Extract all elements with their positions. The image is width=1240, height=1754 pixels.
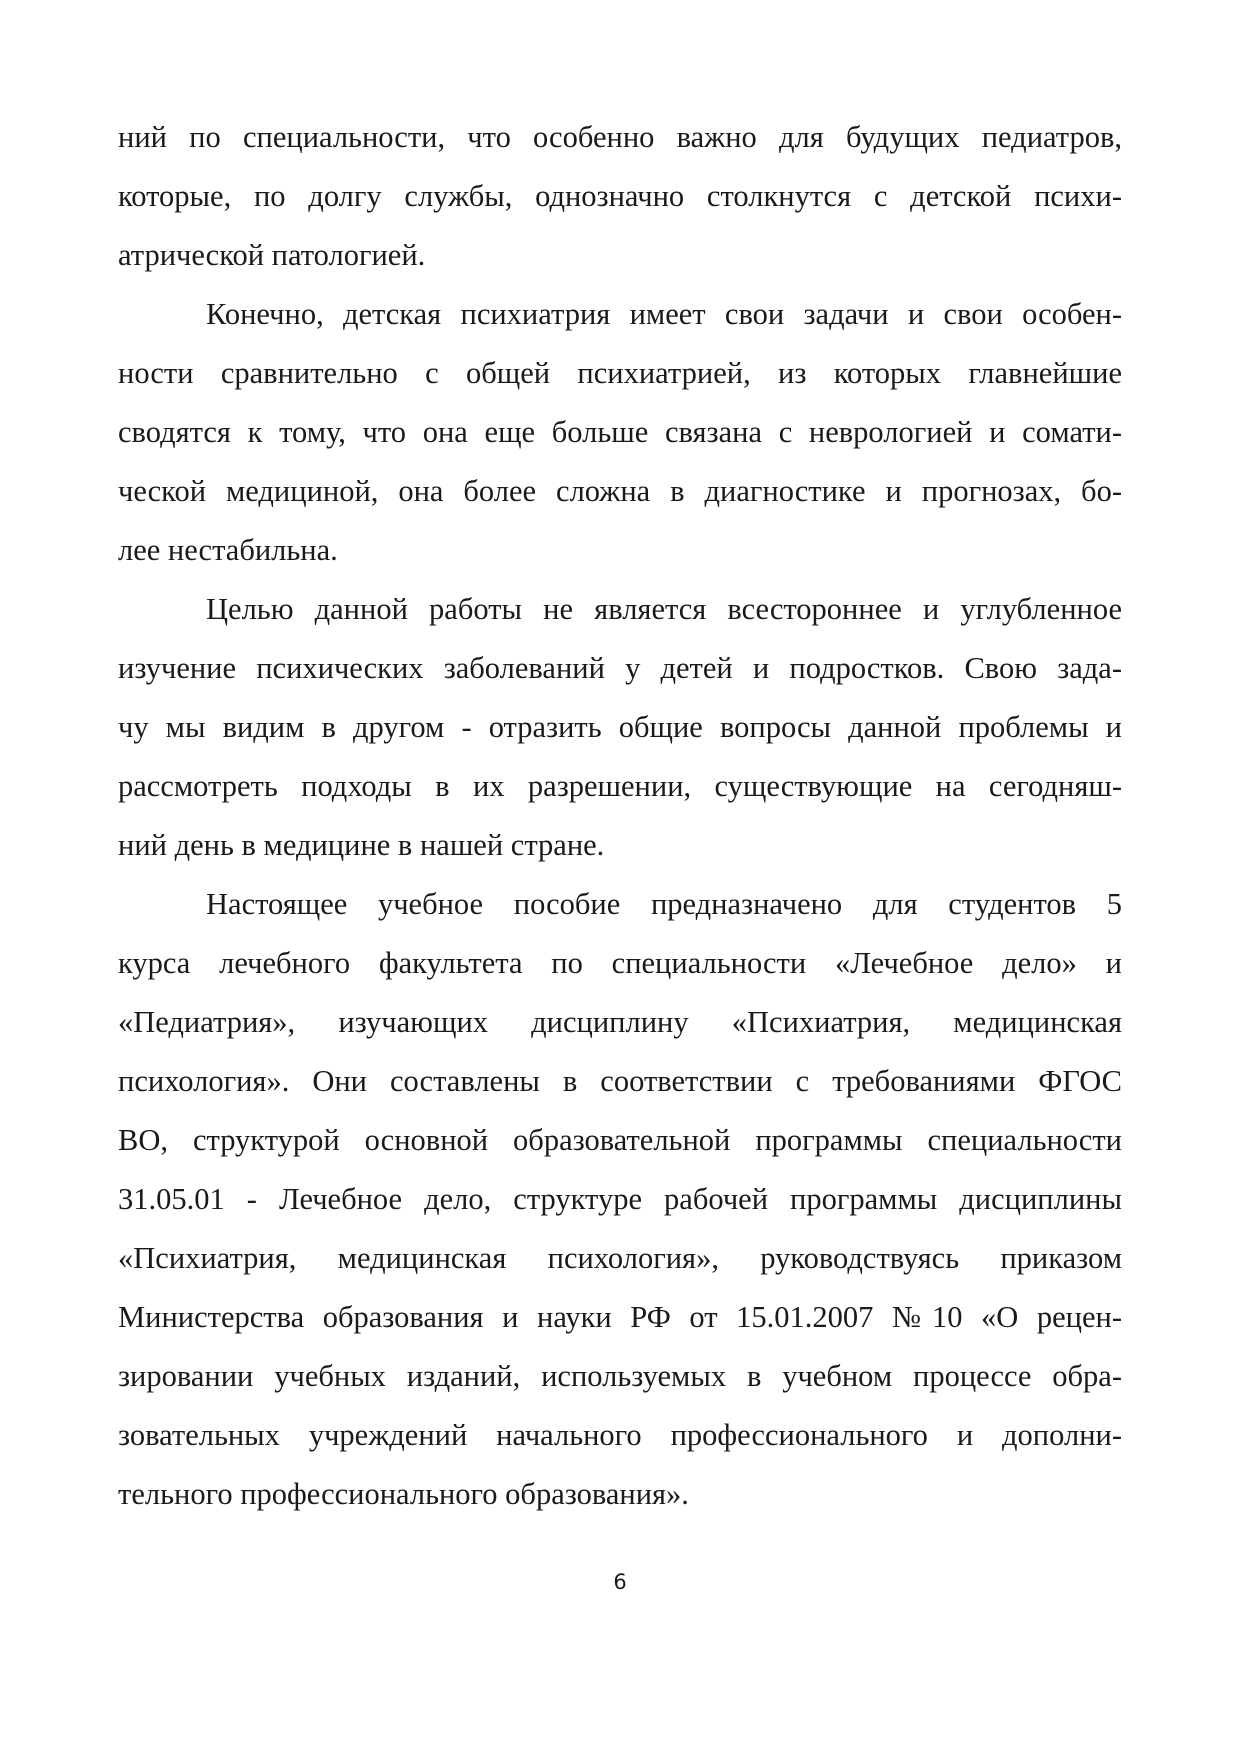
text-line: чу мы видим в другом - отразить общие вопросы данной проблемы и	[118, 710, 1122, 744]
text-line: ний по специальности, что особенно важно для будущих педиатров,	[118, 120, 1122, 154]
text-line: Министерства образования и науки РФ от 15.01.2007 №10 «О рецен-	[118, 1300, 1122, 1334]
page-number: 6	[613, 1570, 627, 1594]
text-line: ческой медициной, она более сложна в диагностике и прогнозах, бо-	[118, 474, 1122, 508]
text-line: «Педиатрия», изучающих дисциплину «Психиатрия, медицинская	[118, 1005, 1122, 1039]
paragraph-2	[118, 285, 1122, 580]
text-line: ний день в медицине в нашей стране.	[118, 828, 605, 862]
text-line: сводятся к тому, что она еще больше связана с неврологией и сомати-	[118, 415, 1122, 449]
text-line: Настоящее учебное пособие предназначено для студентов 5	[206, 887, 1122, 921]
text-line: ности сравнительно с общей психиатрией, из которых главнейшие	[118, 356, 1122, 390]
paragraph-1	[118, 108, 1122, 285]
text-line: зовательных учреждений начального профессионального и дополни-	[118, 1418, 1122, 1452]
text-line: «Психиатрия, медицинская психология», руководствуясь приказом	[118, 1241, 1122, 1275]
document-body-text	[118, 108, 1122, 1524]
text-line: курса лечебного факультета по специальности «Лечебное дело» и	[118, 946, 1122, 980]
text-line: психология». Они составлены в соответствии с требованиями ФГОС	[118, 1064, 1122, 1098]
text-line: тельного профессионального образования».	[118, 1477, 689, 1511]
text-line: Целью данной работы не является всестороннее и углубленное	[206, 592, 1122, 626]
text-line: ВО, структурой основной образовательной программы специальности	[118, 1123, 1122, 1157]
text-line: зировании учебных изданий, используемых в учебном процессе обра-	[118, 1359, 1122, 1393]
text-line: Конечно, детская психиатрия имеет свои задачи и свои особен-	[206, 297, 1122, 331]
text-line: которые, по долгу службы, однозначно столкнутся с детской психи-	[118, 179, 1122, 213]
text-line: рассмотреть подходы в их разрешении, существующие на сегодняш-	[118, 769, 1122, 803]
text-line: 31.05.01 - Лечебное дело, структуре рабочей программы дисциплины	[118, 1182, 1122, 1216]
paragraph-3	[118, 580, 1122, 875]
text-line: изучение психических заболеваний у детей и подростков. Свою зада-	[118, 651, 1122, 685]
paragraph-4	[118, 875, 1122, 1524]
text-line: атрической патологией.	[118, 238, 426, 272]
text-line: лее нестабильна.	[118, 533, 338, 567]
